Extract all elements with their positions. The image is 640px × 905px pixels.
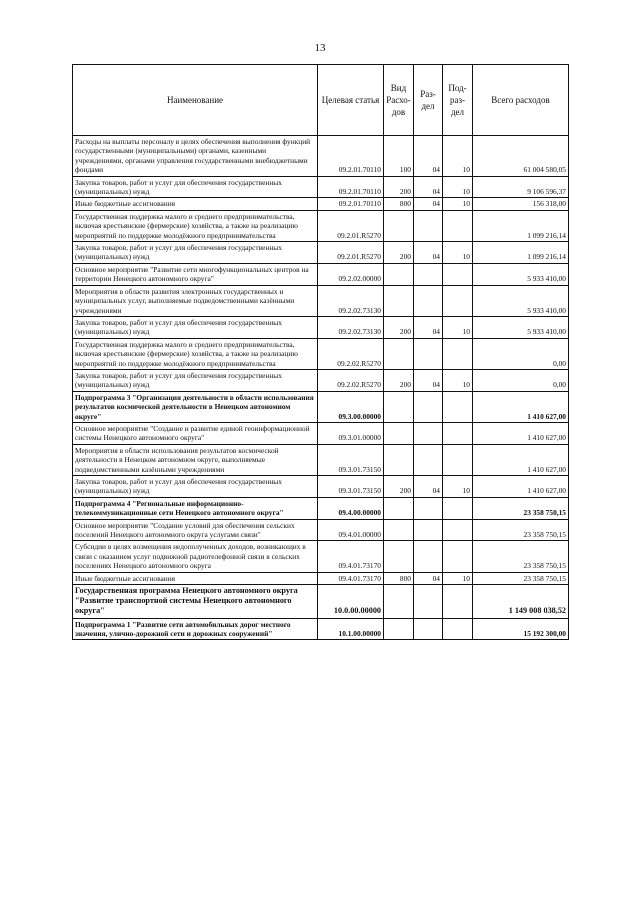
row-article: 09.2.02.R5270 [318, 338, 384, 369]
row-name: Основное мероприятие "Создание и развитие единой геоинформационной системы Ненецкого автономного округа" [73, 422, 318, 444]
row-article: 09.2.01.70110 [318, 136, 384, 177]
row-section: 04 [414, 369, 443, 391]
row-article: 09.2.02.73130 [318, 316, 384, 338]
row-total: 5 933 410,00 [473, 263, 569, 285]
table-row [73, 444, 569, 475]
row-article: 09.3.01.73150 [318, 476, 384, 498]
row-exp-type: 200 [384, 242, 414, 264]
row-exp-type [384, 585, 414, 619]
table-row [73, 210, 569, 241]
row-subsection: 10 [443, 572, 473, 584]
row-name: Закупка товаров, работ и услуг для обеспечения государственных (муниципальных) нужд [73, 176, 318, 198]
row-total: 1 410 627,00 [473, 444, 569, 475]
row-name: Закупка товаров, работ и услуг для обеспечения государственных (муниципальных) нужд [73, 316, 318, 338]
row-name: Мероприятия в области использования результатов космической деятельности в Ненецком автономном округе, выполняемые подведомственными казёнными учреждениями [73, 444, 318, 475]
row-section: 04 [414, 198, 443, 210]
table-row [73, 136, 569, 177]
header-subsection: Под-раз-дел [443, 65, 473, 136]
row-section: 04 [414, 316, 443, 338]
row-article: 09.4.01.73170 [318, 541, 384, 572]
row-subsection [443, 285, 473, 316]
row-section: 04 [414, 176, 443, 198]
row-section: 04 [414, 476, 443, 498]
row-exp-type: 200 [384, 476, 414, 498]
table-row [73, 618, 569, 640]
row-subsection: 10 [443, 242, 473, 264]
row-name: Иные бюджетные ассигнования [73, 198, 318, 210]
header-exp-type: Вид Расхо-дов [384, 65, 414, 136]
row-section [414, 444, 443, 475]
table-row [73, 338, 569, 369]
row-subsection [443, 391, 473, 422]
row-name: Закупка товаров, работ и услуг для обеспечения государственных (муниципальных) нужд [73, 476, 318, 498]
row-subsection [443, 541, 473, 572]
row-exp-type [384, 210, 414, 241]
row-subsection [443, 444, 473, 475]
row-exp-type: 800 [384, 572, 414, 584]
header-section: Раз-дел [414, 65, 443, 136]
table-row [73, 572, 569, 584]
row-total: 15 192 300,00 [473, 618, 569, 640]
row-article: 09.3.01.73150 [318, 444, 384, 475]
row-total: 156 318,00 [473, 198, 569, 210]
row-subsection [443, 585, 473, 619]
row-section [414, 585, 443, 619]
row-exp-type [384, 444, 414, 475]
row-exp-type [384, 285, 414, 316]
table-header-row [73, 65, 569, 136]
budget-table [72, 64, 569, 640]
row-article: 09.4.01.73170 [318, 572, 384, 584]
row-subsection: 10 [443, 316, 473, 338]
table-row [73, 541, 569, 572]
table-row [73, 263, 569, 285]
table-row [73, 285, 569, 316]
row-section [414, 338, 443, 369]
row-subsection [443, 519, 473, 541]
row-total: 1 410 627,00 [473, 391, 569, 422]
row-name: Подпрограмма 4 "Региональные информационно-телекоммуникационные сети Ненецкого автономного округа" [73, 497, 318, 519]
row-article: 09.2.02.00000 [318, 263, 384, 285]
row-name: Закупка товаров, работ и услуг для обеспечения государственных (муниципальных) нужд [73, 242, 318, 264]
row-name: Основное мероприятие "Создание условий для обеспечения сельских поселений Ненецкого автономного округа услугами связи" [73, 519, 318, 541]
row-article: 09.2.02.R5270 [318, 369, 384, 391]
row-name: Закупка товаров, работ и услуг для обеспечения государственных (муниципальных) нужд [73, 369, 318, 391]
row-section: 04 [414, 572, 443, 584]
table-row [73, 316, 569, 338]
row-total: 1 149 008 038,52 [473, 585, 569, 619]
row-section [414, 497, 443, 519]
row-section [414, 391, 443, 422]
row-total: 1 410 627,00 [473, 476, 569, 498]
header-name: Наименование [73, 65, 318, 136]
row-name: Иные бюджетные ассигнования [73, 572, 318, 584]
row-total: 23 358 750,15 [473, 519, 569, 541]
table-row [73, 422, 569, 444]
row-total: 23 358 750,15 [473, 572, 569, 584]
row-total: 0,00 [473, 338, 569, 369]
row-subsection: 10 [443, 176, 473, 198]
header-total: Всего расходов [473, 65, 569, 136]
row-section [414, 285, 443, 316]
row-article: 09.3.01.00000 [318, 422, 384, 444]
table-row [73, 176, 569, 198]
table-row [73, 519, 569, 541]
row-name: Расходы на выплаты персоналу в целях обеспечения выполнения функций государственными (муниципальными) органами, казенными учреждениями, органами управления государственными внебюджетными фондами [73, 136, 318, 177]
row-exp-type [384, 391, 414, 422]
row-subsection: 10 [443, 136, 473, 177]
row-name: Государственная программа Ненецкого автономного округа "Развитие транспортной системы Ненецкого автономного округа" [73, 585, 318, 619]
row-exp-type [384, 263, 414, 285]
row-exp-type: 200 [384, 176, 414, 198]
page-number: 13 [314, 42, 326, 54]
header-article: Целевая статья [318, 65, 384, 136]
row-article: 10.0.00.00000 [318, 585, 384, 619]
row-article: 09.3.00.00000 [318, 391, 384, 422]
row-name: Государственная поддержка малого и среднего предпринимательства, включая крестьянские (фермерские) хозяйства, а также на реализацию мероприятий по поддержке молодёжного предпринимательства [73, 210, 318, 241]
row-total: 23 358 750,15 [473, 541, 569, 572]
row-subsection [443, 422, 473, 444]
row-section [414, 422, 443, 444]
row-article: 09.4.00.00000 [318, 497, 384, 519]
row-total: 1 099 216,14 [473, 210, 569, 241]
row-name: Подпрограмма 3 "Организация деятельности в области использования результатов космической деятельности в Ненецком автономном округе" [73, 391, 318, 422]
row-subsection [443, 338, 473, 369]
row-exp-type [384, 338, 414, 369]
table-row [73, 497, 569, 519]
row-name: Основное мероприятие "Развитие сети многофункциональных центров на территории Ненецкого автономного округа" [73, 263, 318, 285]
row-exp-type: 800 [384, 198, 414, 210]
table-row [73, 391, 569, 422]
row-exp-type: 200 [384, 369, 414, 391]
row-total: 5 933 410,00 [473, 285, 569, 316]
row-section [414, 263, 443, 285]
row-name: Субсидии в целях возмещения недополученных доходов, возникающих в связи с оказанием услуг подвижной радиотелефонной связи в сельских поселениях Ненецкого автономного округа [73, 541, 318, 572]
row-total: 61 004 580,05 [473, 136, 569, 177]
table-body [73, 136, 569, 640]
row-section [414, 618, 443, 640]
row-article: 09.2.01.70110 [318, 176, 384, 198]
table-row [73, 369, 569, 391]
row-subsection: 10 [443, 476, 473, 498]
row-total: 1 410 627,00 [473, 422, 569, 444]
row-section [414, 519, 443, 541]
row-name: Государственная поддержка малого и среднего предпринимательства, включая крестьянские (фермерские) хозяйства, а также на реализацию мероприятий по поддержке молодёжного предпринимательства [73, 338, 318, 369]
table-row [73, 585, 569, 619]
row-subsection [443, 618, 473, 640]
row-exp-type: 100 [384, 136, 414, 177]
row-section [414, 541, 443, 572]
row-section: 04 [414, 242, 443, 264]
row-subsection [443, 263, 473, 285]
row-total: 23 358 750,15 [473, 497, 569, 519]
row-subsection: 10 [443, 369, 473, 391]
table-row [73, 242, 569, 264]
row-article: 09.4.01.00000 [318, 519, 384, 541]
table-row [73, 198, 569, 210]
row-subsection [443, 210, 473, 241]
row-name: Подпрограмма 1 "Развитие сети автомобильных дорог местного значения, улично-дорожной сети и дорожных сооружений" [73, 618, 318, 640]
row-article: 09.2.01.70110 [318, 198, 384, 210]
row-exp-type [384, 618, 414, 640]
row-section [414, 210, 443, 241]
row-article: 09.2.02.73130 [318, 285, 384, 316]
row-article: 09.2.01.R5270 [318, 242, 384, 264]
row-total: 0,00 [473, 369, 569, 391]
row-exp-type [384, 497, 414, 519]
row-subsection: 10 [443, 198, 473, 210]
row-subsection [443, 497, 473, 519]
row-article: 10.1.00.00000 [318, 618, 384, 640]
row-name: Мероприятия в области развития электронных государственных и муниципальных услуг, выполняемые подведомственными казёнными учреждениями [73, 285, 318, 316]
row-total: 9 106 596,37 [473, 176, 569, 198]
row-article: 09.2.01.R5270 [318, 210, 384, 241]
row-section: 04 [414, 136, 443, 177]
row-exp-type [384, 519, 414, 541]
row-exp-type: 200 [384, 316, 414, 338]
row-exp-type [384, 541, 414, 572]
row-total: 5 933 410,00 [473, 316, 569, 338]
row-exp-type [384, 422, 414, 444]
row-total: 1 099 216,14 [473, 242, 569, 264]
table-row [73, 476, 569, 498]
